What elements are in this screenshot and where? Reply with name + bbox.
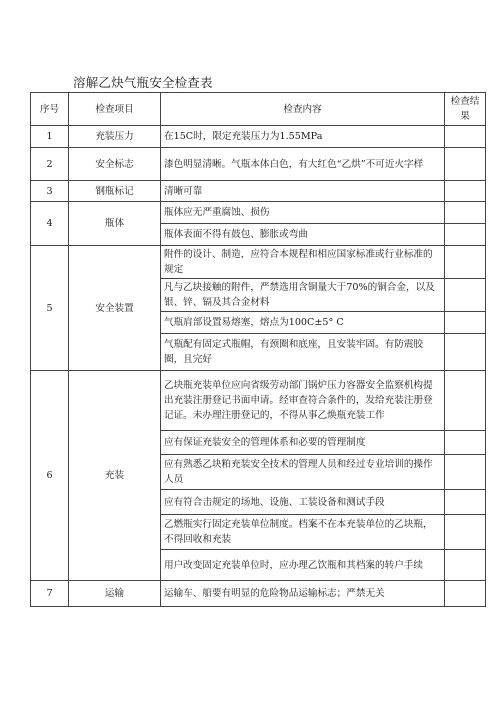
check-item: 瓶体	[69, 202, 161, 246]
header-result: 检查结果	[445, 93, 486, 126]
check-item: 充装压力	[69, 126, 161, 148]
check-content: 乙燃瓶实行固定充装单位制度。档案不在本充装单位的乙块瓶，不得回收和充装	[161, 515, 445, 550]
check-content: 在15C时，限定充装压力为1.55MPa	[161, 126, 445, 148]
table-row	[31, 202, 486, 224]
check-item: 安全装置	[69, 246, 161, 371]
check-content: 应有熟悉乙块粕充装安全技术的管理人员和经过专业培训的操作人员	[161, 455, 445, 490]
row-number: 7	[31, 581, 69, 607]
check-result-cell[interactable]	[445, 515, 486, 550]
check-content: 运输车、船要有明显的危险物品运输标志；严禁无关	[161, 581, 445, 607]
check-content: 用户改变固定充装单位时，应办理乙饮瓶和其档案的转户手续	[161, 550, 445, 581]
check-item: 安全标志	[69, 148, 161, 181]
row-number: 4	[31, 202, 69, 246]
table-row	[31, 581, 486, 607]
check-result-cell[interactable]	[445, 581, 486, 607]
table-row	[31, 126, 486, 148]
check-item: 运输	[69, 581, 161, 607]
check-result-cell[interactable]	[445, 312, 486, 334]
check-result-cell[interactable]	[445, 550, 486, 581]
table-row	[31, 181, 486, 202]
check-content: 气瓶肩部设置易熔塞，熔点为100C±5° C	[161, 312, 445, 334]
check-content: 瓶体表面不得有鼓包、膨胀或弯曲	[161, 224, 445, 246]
check-result-cell[interactable]	[445, 126, 486, 148]
row-number: 3	[31, 181, 69, 202]
check-content: 瓶体应无严重腐蚀、损伤	[161, 202, 445, 224]
check-result-cell[interactable]	[445, 279, 486, 312]
row-number: 1	[31, 126, 69, 148]
row-number: 6	[31, 371, 69, 581]
check-item: 充装	[69, 371, 161, 581]
table-row	[31, 371, 486, 431]
check-content: 应有保证充装安全的管理体系和必要的管理制度	[161, 431, 445, 455]
check-result-cell[interactable]	[445, 371, 486, 431]
check-content: 凡与乙块接触的附件，严禁选用含铜量大于70%的铜合金，以及银、锌、镉及其合金材料	[161, 279, 445, 312]
check-content: 清晰可靠	[161, 181, 445, 202]
check-result-cell[interactable]	[445, 181, 486, 202]
check-result-cell[interactable]	[445, 490, 486, 515]
page-title: 溶解乙炔气瓶安全检查表	[73, 75, 213, 90]
check-content: 气瓶配有固定式瓶帽，有颈圈和底座，且安装牢固。有防震胶圈，且完好	[161, 334, 445, 371]
check-content: 应有符合击规定的场地、设施、工装设备和测试手段	[161, 490, 445, 515]
table-row	[31, 148, 486, 181]
table-body	[31, 126, 486, 607]
header-item: 检查项目	[69, 93, 161, 126]
table-header-row	[31, 93, 486, 126]
header-no: 序号	[31, 93, 69, 126]
row-number: 5	[31, 246, 69, 371]
check-content: 漆色明显清晰。气瓶本体白色，有大红色“乙烘”不可近火字样	[161, 148, 445, 181]
check-content: 乙块瓶充装单位应向省级劳动部门锅炉压力容器安全监察机构提出充装注册登记书面申请。经审查符合条件的，发给充装注册登记证。未办理注册登记的，不得从事乙焕瓶充装工作	[161, 371, 445, 431]
check-result-cell[interactable]	[445, 202, 486, 224]
check-content: 附件的设计、制造，应符合本规程和相应国家标准或行业标准的规定	[161, 246, 445, 279]
check-result-cell[interactable]	[445, 148, 486, 181]
checklist-table	[30, 92, 486, 607]
header-content: 检查内容	[161, 93, 445, 126]
check-result-cell[interactable]	[445, 334, 486, 371]
check-item: 钢瓶标记	[69, 181, 161, 202]
check-result-cell[interactable]	[445, 246, 486, 279]
row-number: 2	[31, 148, 69, 181]
check-result-cell[interactable]	[445, 455, 486, 490]
check-result-cell[interactable]	[445, 431, 486, 455]
check-result-cell[interactable]	[445, 224, 486, 246]
table-row	[31, 246, 486, 279]
